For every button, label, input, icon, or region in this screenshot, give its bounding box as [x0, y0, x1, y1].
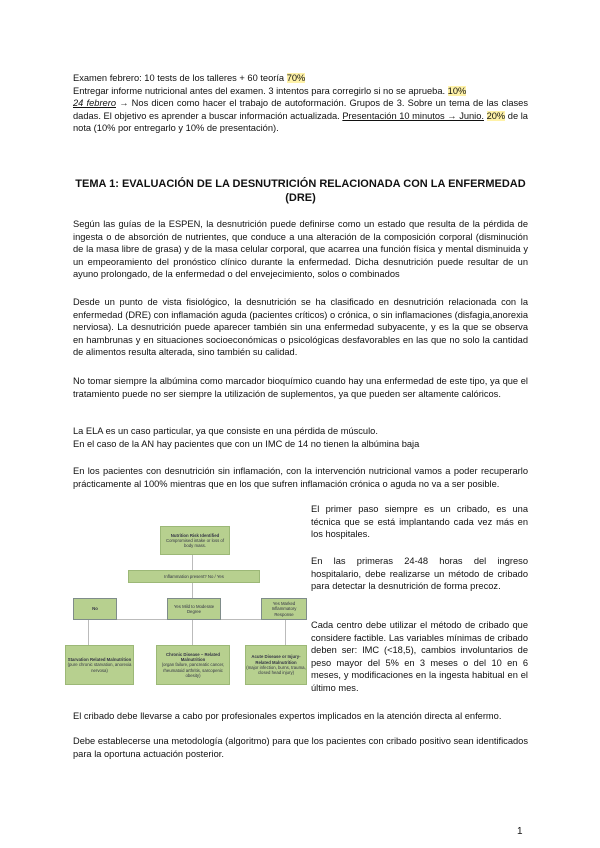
- paragraph: En los pacientes con desnutrición sin inflamación, con la intervención nutricional vamos a poder recuperarlo prácticamente al 100% mientras que en los que sufren inflamación crónica o aguda no va a ser posible.: [73, 466, 528, 489]
- note-work: → Nos dicen como hacer el trabajo de autoformación. Grupos de 3. Sobre un tema de las clases dadas. El objetivo es aprender a buscar información actualizada.: [73, 98, 528, 121]
- highlight: 70%: [286, 73, 306, 83]
- box-mild: Yes Mild to Moderate Degree: [167, 598, 221, 620]
- course-notes: [73, 72, 528, 135]
- box-risk: Nutrition Risk Identified Compromised intake or loss of body mass.: [160, 526, 230, 555]
- paragraph: Desde un punto de vista fisiológico, la desnutrición se ha clasificado en desnutrición relacionada con la enfermedad (DRE) con inflamación aguda (pacientes críticos) o crónica, o sin inflamaciones (disfagia,anorexia nerviosa). La desnutrición puede aparecer también sin una enfermedad subyacente, y es la que se observa en hambrunas y en situaciones socioeconómicas o psicológicas desfavorables en las que no solo la cantidad de alimentos resulta alterada, sino también su calidad.: [73, 297, 528, 358]
- paragraph: El primer paso siempre es un cribado, es una técnica que se está implantando cada vez más en los hospitales.: [311, 504, 528, 540]
- box-starvation: Starvation Related Malnutrition (pure chronic starvation, anorexia nervosa): [65, 645, 134, 685]
- paragraph: Cada centro debe utilizar el método de cribado que considere factible. Las variables mínimas de cribado deben ser: IMC (<18,5), cambios involuntarios de peso mayor del 5% en 3 meses o del 10 en 6 meses, y modificaciones en la ingesta habitual en el último mes.: [311, 620, 528, 693]
- page-number: 1: [517, 826, 523, 837]
- highlight: 20%: [486, 110, 506, 121]
- box-question: Inflammation present? No / Yes: [128, 570, 260, 583]
- paragraph: En las primeras 24-48 horas del ingreso hospitalario, debe realizarse un método de cribado para detectar la desnutrición de forma precoz.: [311, 556, 528, 592]
- box-no: No: [73, 598, 117, 620]
- paragraph: Debe establecerse una metodología (algoritmo) para que los pacientes con cribado positivo sean identificados para la oportuna actuación posterior.: [73, 736, 528, 759]
- paragraph: La ELA es un caso particular, ya que consiste en una pérdida de músculo.: [73, 426, 378, 436]
- note-exam: Examen febrero: 10 tests de los talleres + 60 teoría: [73, 73, 287, 83]
- note-presentation: Presentación 10 minutos → Junio.: [342, 110, 484, 121]
- paragraph: No tomar siempre la albúmina como marcador bioquímico cuando hay una enfermedad de este tipo, ya que el tratamiento puede no ser siempre la utilización de suplementos, ya que pueden ser altamente calóricos.: [73, 376, 528, 399]
- box-acute: Acute Disease or Injury-Related Malnutrition (major infection, burns, trauma, closed head injury): [245, 645, 307, 685]
- paragraph: El cribado debe llevarse a cabo por profesionales expertos implicados en la atención directa al enfermo.: [73, 711, 502, 721]
- malnutrition-diagram: [65, 520, 305, 680]
- note-date: 24 febrero: [73, 98, 116, 109]
- paragraph: En el caso de la AN hay pacientes que con un IMC de 14 no tienen la albúmina baja: [73, 439, 420, 449]
- highlight: 10%: [447, 85, 467, 96]
- note-report: Entregar informe nutricional antes del examen. 3 intentos para corregirlo si no se aprueba.: [73, 85, 448, 96]
- box-chronic: Chronic Disease – Related Malnutrition (organ failure, pancreatic cancer, rheumatoid arthritis, sarcopenic obesity): [156, 645, 230, 685]
- note-grade: de la nota (10% por entregarlo y 10% de presentación).: [73, 110, 528, 134]
- box-marked: Yes Marked Inflammatory Response: [261, 598, 307, 620]
- section-title: TEMA 1: EVALUACIÓN DE LA DESNUTRICIÓN RELACIONADA CON LA ENFERMEDAD (DRE): [75, 178, 526, 204]
- paragraph: Según las guías de la ESPEN, la desnutrición puede definirse como un estado que resulta de la pérdida de ingesta o de absorción de nutrientes, que conduce a una alteración de la composición corporal (disminución de la masa libre de grasa) y de la masa celular corporal, que acarrea una función física y mental disminuida y un empeoramiento del pronóstico clínico durante la enfermedad. Dicha desnutrición puede resultar de un ayuno prolongado, de la enfermedad o del envejecimiento, solos o combinados: [73, 219, 528, 280]
